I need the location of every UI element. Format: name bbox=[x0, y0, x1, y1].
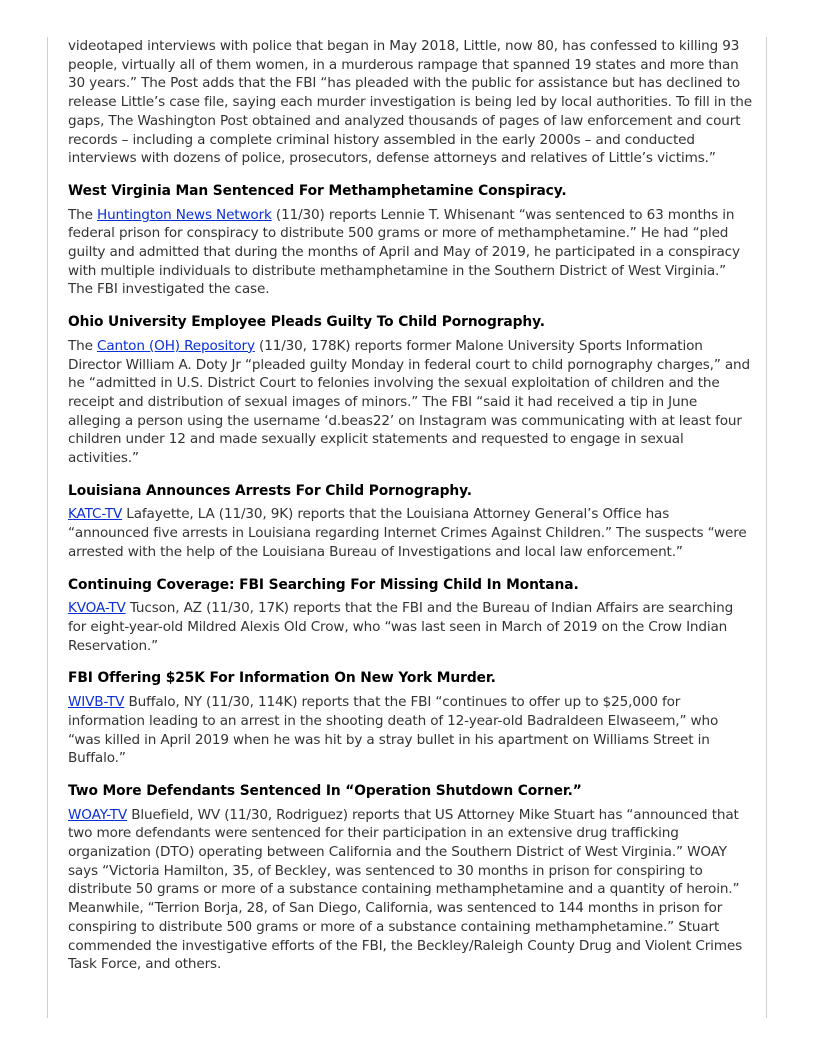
article-body bbox=[68, 599, 752, 655]
source-link-wivb-tv[interactable]: WIVB-TV bbox=[68, 694, 125, 711]
article-headline: FBI Offering $25K For Information On New York Murder. bbox=[68, 670, 496, 687]
article-headline: Louisiana Announces Arrests For Child Pornography. bbox=[68, 482, 472, 499]
article-operation-shutdown-corner bbox=[68, 782, 752, 974]
intro-paragraph: videotaped interviews with police that began in May 2018, Little, now 80, has confessed to killing 93 people, virtually all of them women, in a murderous rampage that spanned 19 states and more than 30 years.” The Post adds that the FBI “has pleaded with the public for assistance but has declined to release Little’s case file, saying each murder investigation is being led by local authorities. To fill in the gaps, The Washington Post obtained and analyzed thousands of pages of law enforcement and court records – including a complete criminal history assembled in the early 2000s – and conducted interviews with dozens of police, prosecutors, defense attorneys and relatives of Little’s victims.” bbox=[68, 38, 752, 167]
source-link-kvoa-tv[interactable]: KVOA-TV bbox=[68, 600, 126, 617]
document-body bbox=[68, 37, 752, 988]
article-body bbox=[68, 206, 752, 300]
source-link-katc-tv[interactable]: KATC-TV bbox=[68, 506, 123, 523]
article-text: Tucson, AZ (11/30, 17K) reports that the FBI and the Bureau of Indian Affairs are searching for eight-year-old Mildred Alexis Old Crow, who “was last seen in March of 2019 on the Crow Indian Reservation.” bbox=[68, 600, 734, 654]
article-headline: Two More Defendants Sentenced In “Operation Shutdown Corner.” bbox=[68, 782, 582, 799]
article-ny-murder-reward bbox=[68, 669, 752, 768]
source-link-canton-repository[interactable]: Canton (OH) Repository bbox=[97, 337, 255, 354]
article-text: (11/30, 178K) reports former Malone University Sports Information Director William A. Doty Jr “pleaded guilty Monday in federal court to child pornography charges,” and he “admitted in U.S. District Court to felonies involving the sexual exploitation of children and the receipt and distribution of sexual images of minors.” The FBI “said it had received a tip in June alleging a person using the username ‘d.beas22’ on Instagram was communicating with at least four children under 12 and made sexually explicit statements and requested to engage in sexual activities.” bbox=[68, 337, 751, 467]
article-louisiana-arrests bbox=[68, 482, 752, 562]
article-body bbox=[68, 693, 752, 768]
article-text: (11/30) reports Lennie T. Whisenant “was sentenced to 63 months in federal prison for conspiracy to distribute 500 grams or more of methamphetamine.” He had “pled guilty and admitted that during the months of April and May of 2019, he participated in a conspiracy with multiple individuals to distribute methamphetamine in the Southern District of West Virginia.” The FBI investigated the case. bbox=[68, 206, 740, 298]
source-link-huntington-news-network[interactable]: Huntington News Network bbox=[97, 206, 272, 223]
article-text: Buffalo, NY (11/30, 114K) reports that the FBI “continues to offer up to $25,000 for information leading to an arrest in the shooting death of 12-year-old Badraldeen Elwaseem,” who “was killed in April 2019 when he was hit by a stray bullet in his apartment on Williams Street in Buffalo.” bbox=[68, 694, 719, 767]
article-body bbox=[68, 806, 752, 974]
article-headline: Ohio University Employee Pleads Guilty To Child Pornography. bbox=[68, 314, 545, 331]
article-prefix: The bbox=[68, 337, 98, 354]
article-headline: Continuing Coverage: FBI Searching For Missing Child In Montana. bbox=[68, 576, 579, 593]
article-wv-meth bbox=[68, 182, 752, 299]
source-link-woay-tv[interactable]: WOAY-TV bbox=[68, 806, 128, 823]
article-prefix: The bbox=[68, 206, 98, 223]
article-ohio-university bbox=[68, 313, 752, 468]
article-text: Lafayette, LA (11/30, 9K) reports that the Louisiana Attorney General’s Office has “announced five arrests in Louisiana regarding Internet Crimes Against Children.” The suspects “were arrested with the help of the Louisiana Bureau of Investigations and local law enforcement.” bbox=[68, 506, 747, 560]
article-montana-missing-child bbox=[68, 576, 752, 656]
article-text: Bluefield, WV (11/30, Rodriguez) reports that US Attorney Mike Stuart has “announced that two more defendants were sentenced for their participation in an extensive drug trafficking organization (DTO) operating between California and the Southern District of West Virginia.” WOAY says “Victoria Hamilton, 35, of Beckley, was sentenced to 30 months in prison for conspiring to distribute 50 grams or more of a substance containing methamphetamine and a quantity of heroin.” Meanwhile, “Terrion Borja, 28, of San Diego, California, was sentenced to 144 months in prison for conspiring to distribute 500 grams or more of a substance containing methamphetamine.” Stuart commended the investigative efforts of the FBI, the Beckley/Raleigh County Drug and Violent Crimes Task Force, and others. bbox=[68, 806, 743, 973]
article-headline: West Virginia Man Sentenced For Methamphetamine Conspiracy. bbox=[68, 182, 567, 199]
article-body bbox=[68, 337, 752, 468]
article-body bbox=[68, 505, 752, 561]
